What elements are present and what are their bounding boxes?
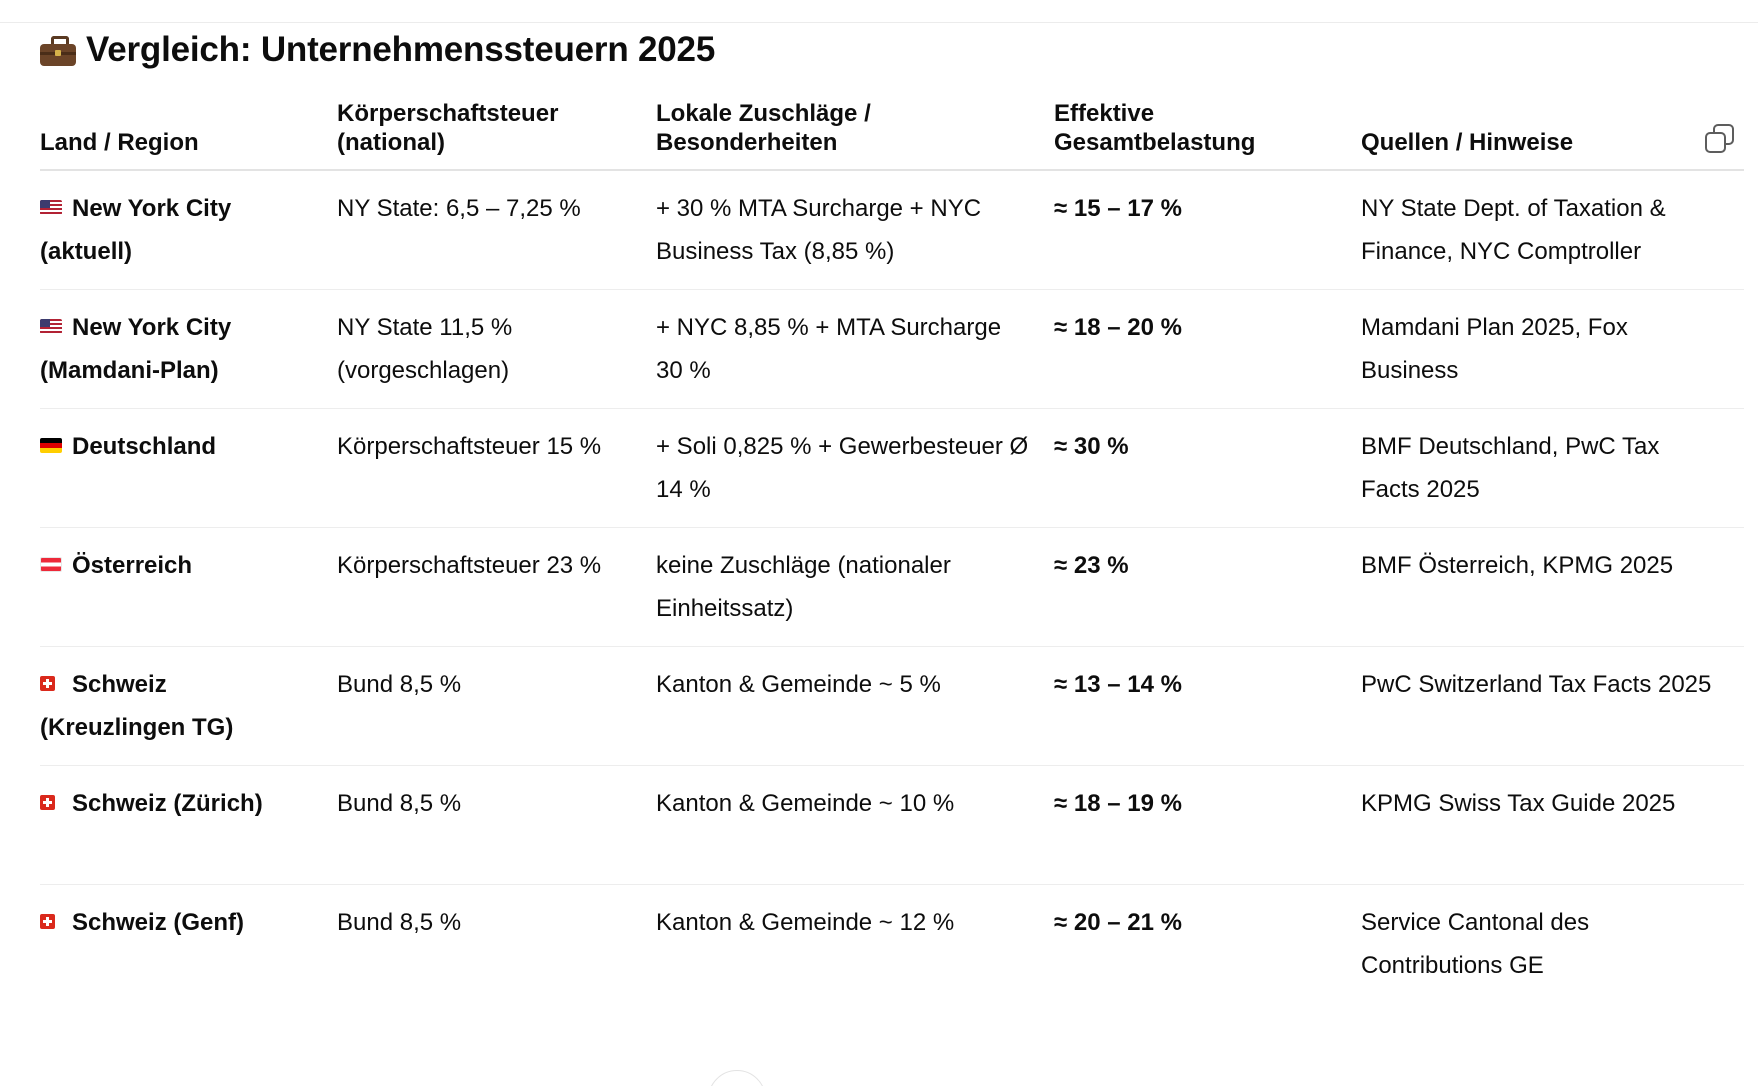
cell-local-surcharges: Kanton & Gemeinde ~ 5 % <box>656 647 1054 766</box>
cell-national-tax: Bund 8,5 % <box>337 909 462 936</box>
cell-national-tax: Körperschaftsteuer 23 % <box>337 528 656 647</box>
cell-local-surcharges: + NYC 8,85 % + MTA Surcharge 30 % <box>656 290 1054 409</box>
cell-sources: Mamdani Plan 2025, Fox Business <box>1361 290 1744 409</box>
ch-flag-icon <box>40 914 55 929</box>
briefcase-icon <box>40 36 76 66</box>
cell-total-burden: ≈ 30 % <box>1054 409 1361 528</box>
tax-comparison-table-wrapper <box>40 94 1744 1003</box>
cell-total-burden: ≈ 18 – 20 % <box>1054 290 1361 409</box>
country-label: Österreich <box>72 552 193 579</box>
us-flag-icon <box>40 200 62 215</box>
table-heading <box>40 30 715 70</box>
cell-national-tax: NY State 11,5 % (vorgeschlagen) <box>337 290 656 409</box>
country-label: Deutschland <box>72 433 217 460</box>
country-label: Schweiz (Kreuzlingen TG) <box>40 671 234 741</box>
scroll-down-icon[interactable] <box>708 1070 766 1086</box>
column-header-national-tax: Körperschaftsteuer (national) <box>337 94 656 170</box>
cell-local-surcharges: Kanton & Gemeinde ~ 12 % <box>656 909 955 936</box>
table-row <box>40 409 1744 528</box>
column-header-local-surcharges: Lokale Zuschläge / Besonderheiten <box>656 94 1054 170</box>
table-row <box>40 290 1744 409</box>
heading-title: Vergleich: Unternehmenssteuern 2025 <box>86 30 716 69</box>
cell-country <box>40 885 337 1004</box>
cell-sources: PwC Switzerland Tax Facts 2025 <box>1361 647 1744 766</box>
cell-national-tax: Bund 8,5 % <box>337 647 656 766</box>
top-divider <box>0 22 1758 23</box>
table-row <box>40 647 1744 766</box>
cell-country <box>40 170 337 290</box>
country-label: Schweiz (Zürich) <box>72 790 263 817</box>
table-header <box>40 94 1744 170</box>
cell-total-burden: ≈ 15 – 17 % <box>1054 170 1361 290</box>
de-flag-icon <box>40 438 62 453</box>
at-flag-icon <box>40 557 62 572</box>
country-label: Schweiz (Genf) <box>72 909 245 936</box>
cell-local-surcharges: keine Zuschläge (nationaler Einheitssatz) <box>656 528 1054 647</box>
cell-country <box>40 409 337 528</box>
table-body <box>40 170 1744 1003</box>
column-header-country: Land / Region <box>40 94 337 170</box>
cell-sources: KPMG Swiss Tax Guide 2025 <box>1361 766 1744 885</box>
column-header-total-burden: Effektive Gesamtbelastung <box>1054 94 1361 170</box>
column-header-sources: Quellen / Hinweise <box>1361 94 1744 170</box>
cell-local-surcharges: + Soli 0,825 % + Gewerbesteuer Ø 14 % <box>656 409 1054 528</box>
cell-national-tax: NY State: 6,5 – 7,25 % <box>337 170 656 290</box>
cell-country <box>40 766 337 885</box>
cell-total-burden: ≈ 13 – 14 % <box>1054 647 1361 766</box>
cell-national-tax: Körperschaftsteuer 15 % <box>337 409 656 528</box>
country-label: New York City (aktuell) <box>40 195 232 265</box>
table-row <box>40 170 1744 290</box>
cell-local-surcharges: + 30 % MTA Surcharge + NYC Business Tax (8,85 %) <box>656 170 1054 290</box>
cell-total-burden: ≈ 23 % <box>1054 528 1361 647</box>
cell-sources: BMF Deutschland, PwC Tax Facts 2025 <box>1361 409 1744 528</box>
cell-local-surcharges: Kanton & Gemeinde ~ 10 % <box>656 766 1054 885</box>
cell-total-burden: ≈ 20 – 21 % <box>1054 909 1182 936</box>
cell-country <box>40 647 337 766</box>
cell-sources: Service Cantonal des Contributions GE <box>1361 909 1590 979</box>
country-label: New York City (Mamdani-Plan) <box>40 314 232 384</box>
table-header-row <box>40 94 1744 170</box>
table-row <box>40 528 1744 647</box>
tax-comparison-table <box>40 94 1744 1003</box>
us-flag-icon <box>40 319 62 334</box>
cell-country <box>40 528 337 647</box>
table-row <box>40 885 1744 1004</box>
cell-national-tax: Bund 8,5 % <box>337 766 656 885</box>
ch-flag-icon <box>40 795 55 810</box>
table-row <box>40 766 1744 885</box>
ch-flag-icon <box>40 676 55 691</box>
cell-sources: NY State Dept. of Taxation & Finance, NYC Comptroller <box>1361 170 1744 290</box>
cell-country <box>40 290 337 409</box>
cell-sources: BMF Österreich, KPMG 2025 <box>1361 528 1744 647</box>
cell-total-burden: ≈ 18 – 19 % <box>1054 766 1361 885</box>
